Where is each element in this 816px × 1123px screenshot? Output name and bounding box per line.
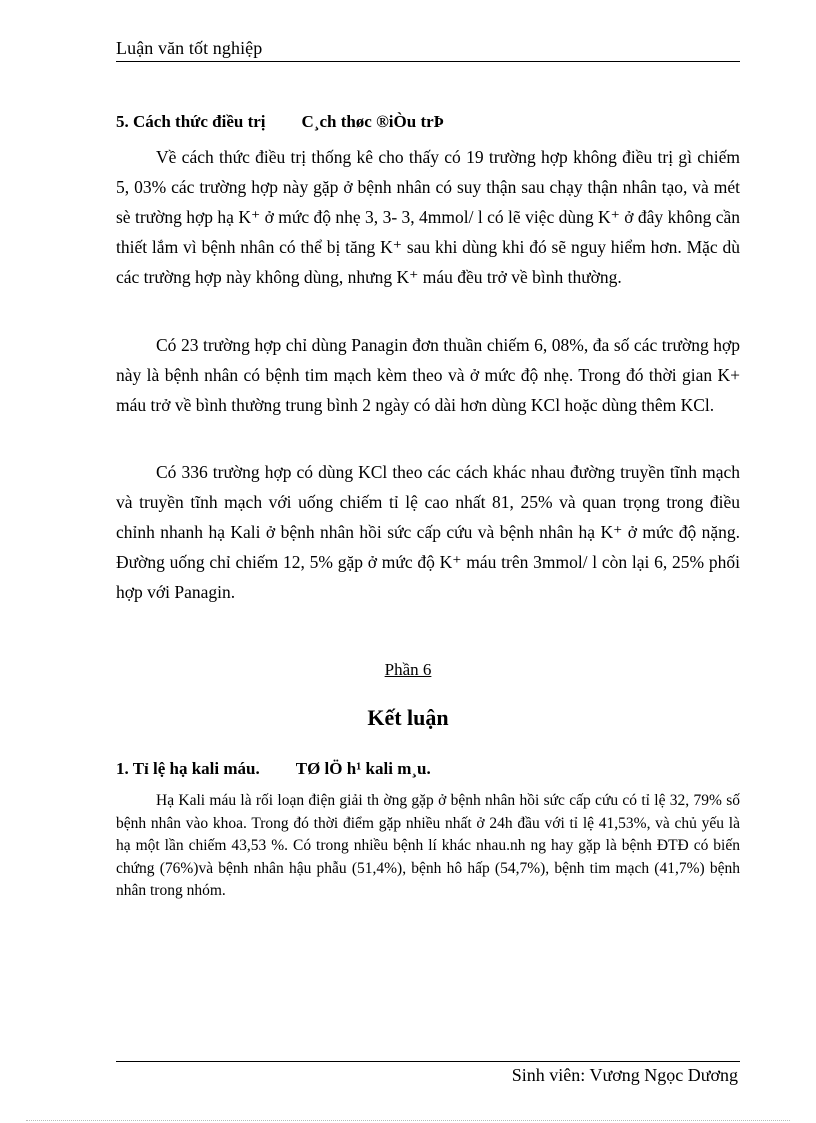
header-title: Luận văn tốt nghiệp [116,38,263,58]
conclusion-heading-1-text: 1. Tỉ lệ hạ kali máu. [116,759,260,778]
part-label: Phần 6 [384,660,432,679]
section-5-paragraph-1: Về cách thức điều trị thống kê cho thấy có 19 trường hợp không điều trị gì chiếm 5, 03% các trường hợp này gặp ở bệnh nhân có suy thận sau chạy thận nhân tạo, và mét sè trường hợp hạ K⁺ ở mức độ nhẹ 3, 3- 3, 4mmol/ l có lẽ việc dùng K⁺ ở đây không cần thiết lắm vì bệnh nhân có thể bị tăng K⁺ sau khi dùng khi đó sẽ nguy hiểm hơn. Mặc dù các trường hợp này không dùng, nhưng K⁺ máu đều trở về bình thường. [116,147,740,287]
section-5-paragraph-3: Có 336 trường hợp có dùng KCl theo các cách khác nhau đường truyền tĩnh mạch và truyền tĩnh mạch với uống chiếm tỉ lệ cao nhất 81, 25% và quan trọng trong điều chỉnh nhanh hạ Kali ở bệnh nhân hồi sức cấp cứu và bệnh nhân hạ K⁺ ở mức độ nặng. Đường uống chỉ chiếm 12, 5% gặp ở mức độ K⁺ máu trên 3mmol/ l còn lại 6, 25% phối hợp với Panagin. [116,462,740,602]
section-5-heading-alt: C¸ch thøc ®iÒu trÞ [301,112,445,131]
conclusion-title: Kết luận [367,705,449,730]
conclusion-paragraph-1: Hạ Kali máu là rối loạn điện giải th ờng gặp ở bệnh nhân hồi sức cấp cứu có tỉ lệ 32, 79% số bệnh nhân vào khoa. Trong đó thời điểm gặp nhiều nhất ở 24h đầu với tỉ lệ 41,53%, và chủ yếu là hạ một lần chiếm 43,53 %. Có trong nhiều bệnh lí khác nhau.nh ng hay gặp là bệnh ĐTĐ có biến chứng (76%)và bệnh nhân hậu phẫu (51,4%), bệnh hô hấp (54,7%), bệnh tim mạch (41,7%) bệnh nhân trong nhóm. [116,792,740,899]
section-5-heading [116,112,444,132]
header-divider [116,61,740,62]
section-5-paragraph-2: Có 23 trường hợp chỉ dùng Panagin đơn thuần chiếm 6, 08%, đa số các trường hợp này là bệnh nhân có bệnh tim mạch kèm theo và ở mức độ nhẹ. Trong đó thời gian K+ máu trở về bình thường trung bình 2 ngày có dài hơn dùng KCl hoặc dùng thêm KCl. [116,335,740,415]
conclusion-heading-1 [116,759,431,779]
section-5-heading-text: 5. Cách thức điều trị [116,112,266,131]
footer-divider [116,1061,740,1062]
page-bottom-dotted-edge [26,1120,790,1121]
footer-author: Sinh viên: Vương Ngọc Dương [511,1065,738,1085]
conclusion-heading-1-alt: TØ lÖ h¹ kali m¸u. [295,759,431,778]
